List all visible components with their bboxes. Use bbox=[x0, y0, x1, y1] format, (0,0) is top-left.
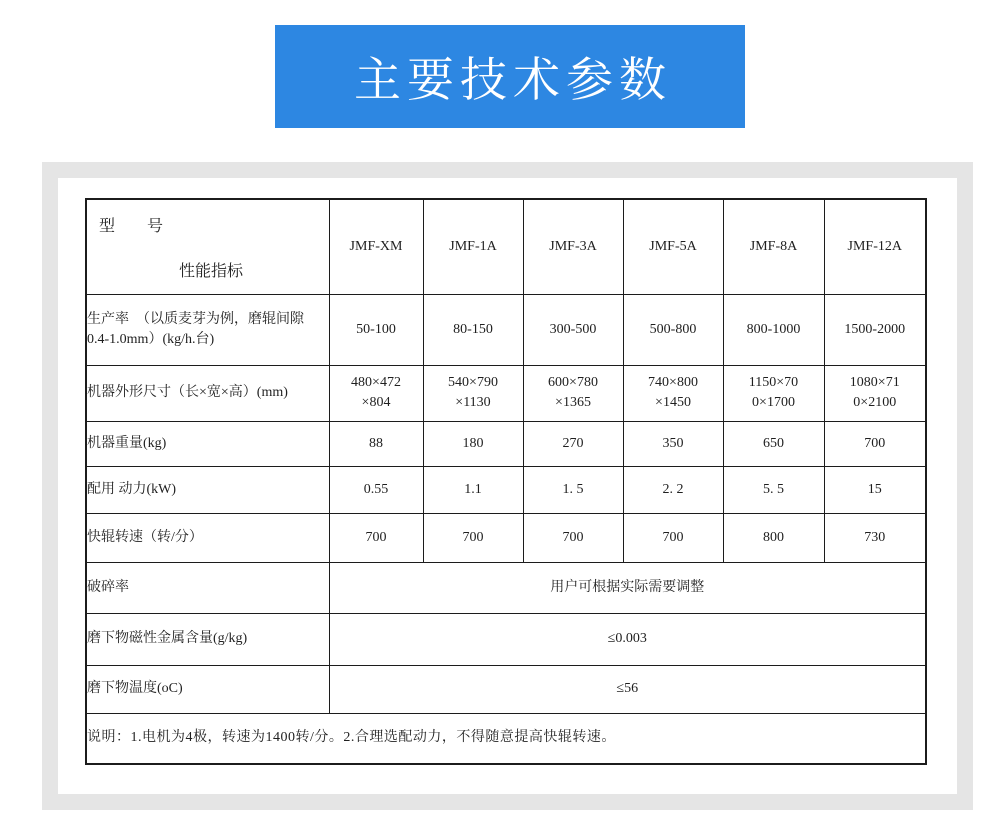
value-cell: 800 bbox=[723, 513, 824, 562]
model-header: JMF-5A bbox=[623, 199, 723, 294]
table-row-weight bbox=[86, 421, 926, 466]
value-cell bbox=[824, 365, 926, 421]
model-header: JMF-3A bbox=[523, 199, 623, 294]
table-row-magnetic bbox=[86, 613, 926, 665]
corner-cell bbox=[86, 199, 329, 294]
header-row bbox=[86, 199, 926, 294]
model-header: JMF-XM bbox=[329, 199, 423, 294]
value-cell: 0.55 bbox=[329, 466, 423, 513]
page-title-banner bbox=[275, 25, 745, 128]
value-cell bbox=[523, 365, 623, 421]
value-cell: 300-500 bbox=[523, 294, 623, 365]
dimension-line1: 1150×70 bbox=[748, 375, 799, 391]
value-cell: 80-150 bbox=[423, 294, 523, 365]
value-cell: 270 bbox=[523, 421, 623, 466]
value-cell: 700 bbox=[423, 513, 523, 562]
value-cell: 50-100 bbox=[329, 294, 423, 365]
dimension-line2: 0×1700 bbox=[752, 395, 795, 410]
dimension-line1: 740×800 bbox=[648, 375, 698, 391]
value-cell: 180 bbox=[423, 421, 523, 466]
value-cell bbox=[723, 365, 824, 421]
table-row-note bbox=[86, 713, 926, 764]
value-cell: 730 bbox=[824, 513, 926, 562]
value-cell: 2. 2 bbox=[623, 466, 723, 513]
row-label: 生产率 （以质麦芽为例，磨辊间隙 0.4-1.0mm）(kg/h.台) bbox=[86, 294, 329, 365]
dimension-line2: 0×2100 bbox=[853, 395, 897, 410]
value-cell: 700 bbox=[623, 513, 723, 562]
dimension-line1: 600×780 bbox=[548, 375, 598, 391]
model-header: JMF-8A bbox=[723, 199, 824, 294]
table-row-temperature bbox=[86, 665, 926, 713]
dimension-line1: 1080×71 bbox=[849, 375, 900, 391]
spec-table bbox=[85, 198, 927, 765]
table-row-power bbox=[86, 466, 926, 513]
model-header: JMF-1A bbox=[423, 199, 523, 294]
corner-label-performance: 性能指标 bbox=[179, 263, 244, 281]
table-row-speed bbox=[86, 513, 926, 562]
value-cell: 700 bbox=[329, 513, 423, 562]
content-panel bbox=[42, 162, 973, 810]
corner-label-model: 型 号 bbox=[99, 218, 164, 235]
dimension-line2: ×1130 bbox=[455, 395, 491, 410]
table-row-dimensions bbox=[86, 365, 926, 421]
row-label: 磨下物磁性金属含量(g/kg) bbox=[86, 613, 329, 665]
value-cell bbox=[623, 365, 723, 421]
value-cell bbox=[423, 365, 523, 421]
merged-value-cell: ≤56 bbox=[329, 665, 926, 713]
table-row-crush bbox=[86, 562, 926, 613]
value-cell: 88 bbox=[329, 421, 423, 466]
row-label: 破碎率 bbox=[86, 562, 329, 613]
value-cell: 650 bbox=[723, 421, 824, 466]
value-cell bbox=[329, 365, 423, 421]
dimension-line1: 540×790 bbox=[448, 375, 498, 391]
dimension-line2: ×804 bbox=[361, 395, 391, 410]
row-label: 磨下物温度(oC) bbox=[86, 665, 329, 713]
table-row-capacity bbox=[86, 294, 926, 365]
value-cell: 5. 5 bbox=[723, 466, 824, 513]
dimension-line2: ×1365 bbox=[555, 395, 591, 410]
page-title: 主要技术参数 bbox=[354, 53, 672, 106]
value-cell: 1. 5 bbox=[523, 466, 623, 513]
content-panel-inner bbox=[58, 178, 957, 794]
row-label: 机器重量(kg) bbox=[86, 421, 329, 466]
value-cell: 15 bbox=[824, 466, 926, 513]
note-cell: 说明：1.电机为4极，转速为1400转/分。2.合理选配动力，不得随意提高快辊转速。 bbox=[86, 713, 926, 764]
row-label: 快辊转速（转/分） bbox=[86, 513, 329, 562]
value-cell: 700 bbox=[824, 421, 926, 466]
merged-value-cell: 用户可根据实际需要调整 bbox=[329, 562, 926, 613]
model-header: JMF-12A bbox=[824, 199, 926, 294]
value-cell: 500-800 bbox=[623, 294, 723, 365]
row-label: 配用 动力(kW) bbox=[86, 466, 329, 513]
value-cell: 700 bbox=[523, 513, 623, 562]
dimension-line1: 480×472 bbox=[351, 375, 401, 391]
merged-value-cell: ≤0.003 bbox=[329, 613, 926, 665]
dimension-line2: ×1450 bbox=[655, 395, 691, 410]
value-cell: 1.1 bbox=[423, 466, 523, 513]
value-cell: 350 bbox=[623, 421, 723, 466]
value-cell: 1500-2000 bbox=[824, 294, 926, 365]
value-cell: 800-1000 bbox=[723, 294, 824, 365]
row-label: 机器外形尺寸（长×宽×高）(mm) bbox=[86, 365, 329, 421]
